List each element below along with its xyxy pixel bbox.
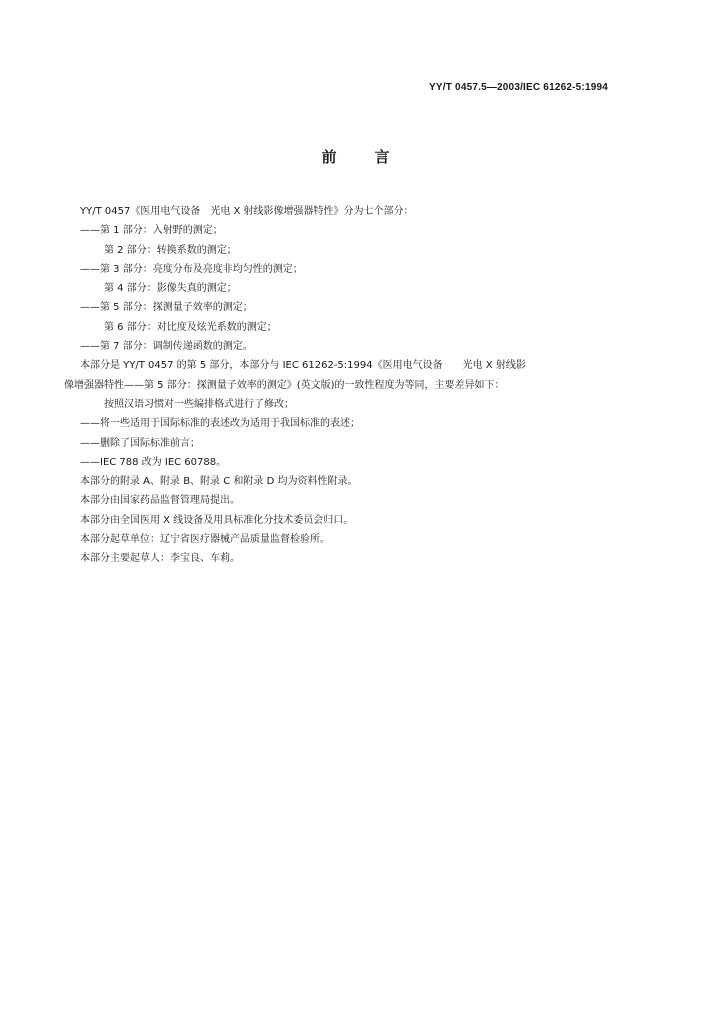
- proposer-statement: 本部分由国家药品监督管理局提出。: [80, 495, 240, 507]
- editorial-change-item: ——删除了国际标准前言；: [80, 437, 200, 449]
- editorial-change-item: ——IEC 788 改为 IEC 60788。: [80, 456, 227, 468]
- part-list-item: ——第 3 部分：亮度分布及亮度非均匀性的测定；: [80, 263, 303, 275]
- editorial-change-intro: 按照汉语习惯对一些编排格式进行了修改；: [104, 398, 294, 410]
- document-code: YY/T 0457.5—2003/IEC 61262-5:1994: [429, 82, 608, 93]
- drafters-statement: 本部分主要起草人：李宝良、车莉。: [80, 553, 240, 565]
- part-list-item: 第 4 部分：影像失真的测定；: [104, 283, 237, 295]
- equivalence-paragraph-line: 像增强器特性——第 5 部分：探测量子效率的测定》(英文版)的一致性程度为等同，主要差异如下：: [64, 379, 505, 391]
- part-list-item: ——第 7 部分：调制传递函数的测定。: [80, 341, 253, 353]
- part-list-item: ——第 1 部分：入射野的测定；: [80, 225, 223, 237]
- part-list-item: 第 2 部分：转换系数的测定；: [104, 244, 237, 256]
- foreword-body: [64, 202, 624, 569]
- part-list-item: ——第 5 部分：探测量子效率的测定；: [80, 302, 253, 314]
- intro-paragraph: YY/T 0457《医用电气设备 光电 X 射线影像增强器特性》分为七个部分：: [80, 206, 414, 217]
- annex-statement: 本部分的附录 A、附录 B、附录 C 和附录 D 均为资料性附录。: [80, 476, 358, 488]
- drafting-unit-statement: 本部分起草单位：辽宁省医疗器械产品质量监督检验所。: [80, 534, 330, 546]
- editorial-change-item: ——将一些适用于国际标准的表述改为适用于我国标准的表述；: [80, 418, 360, 430]
- part-list-item: 第 6 部分：对比度及炫光系数的测定；: [104, 321, 277, 333]
- page-title: 前言: [321, 148, 428, 166]
- equivalence-paragraph-line: 本部分是 YY/T 0457 的第 5 部分，本部分与 IEC 61262-5:1994《医用电气设备 光电 X 射线影: [80, 360, 526, 372]
- committee-statement: 本部分由全国医用 X 线设备及用具标准化分技术委员会归口。: [80, 514, 354, 526]
